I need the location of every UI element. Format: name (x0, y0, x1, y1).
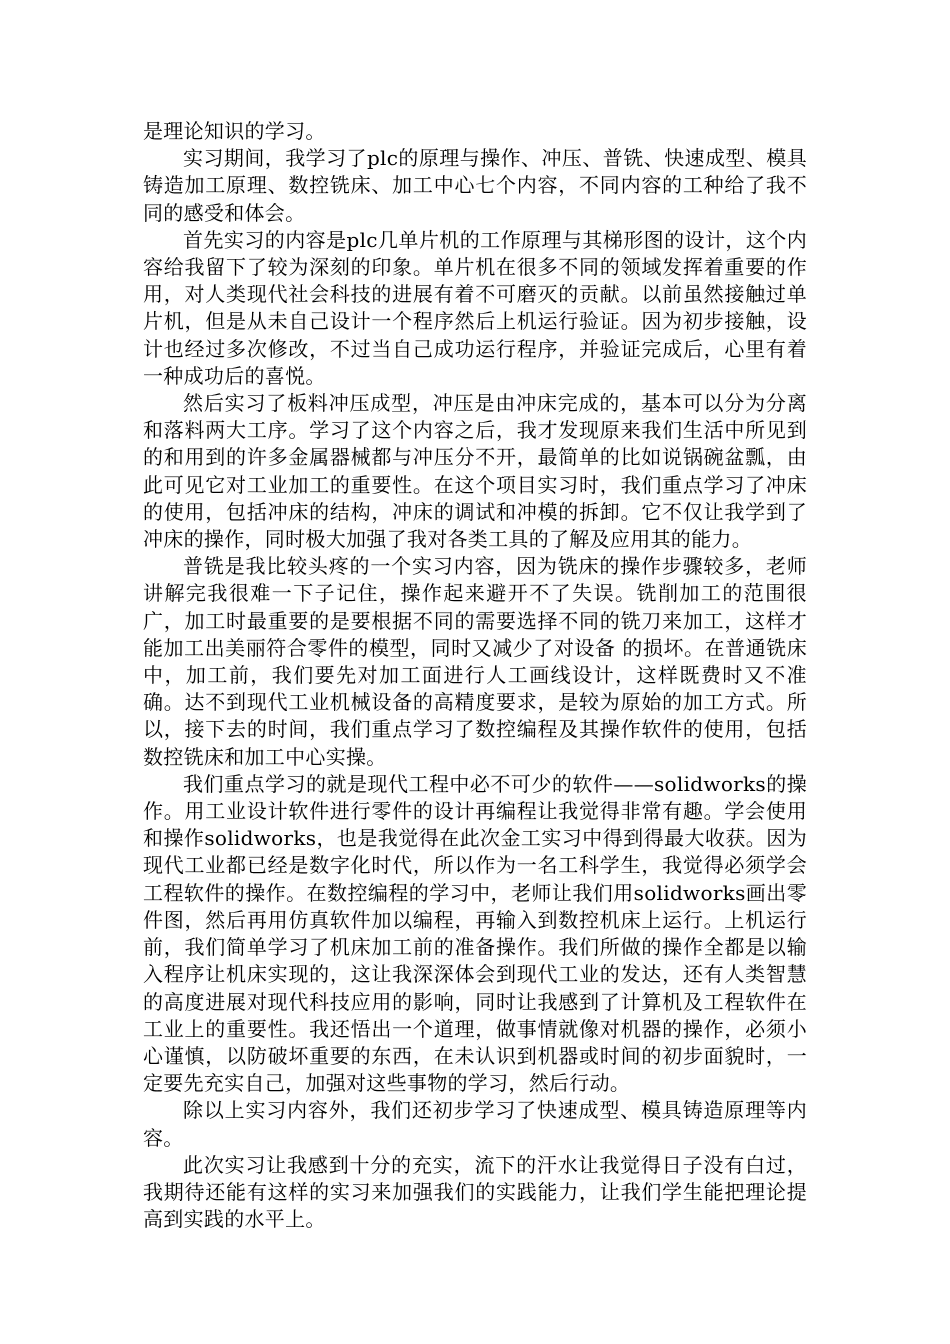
paragraph-stamping: 然后实习了板料冲压成型，冲压是由冲床完成的，基本可以分为分离和落料两大工序。学习了这个内容之后，我才发现原来我们生活中所见到的和用到的许多金属器械都与冲压分不开，最简单的比如说锅碗盆瓢，由此可见它对工业加工的重要性。在这个项目实习时，我们重点学习了冲床的使用，包括冲床的结构，冲床的调试和冲模的拆卸。它不仅让我学到了冲床的操作，同时极大加强了我对各类工具的了解及应用其的能力。 (143, 391, 807, 552)
paragraph-other-content: 除以上实习内容外，我们还初步学习了快速成型、模具铸造原理等内容。 (143, 1098, 807, 1150)
paragraph-continuation: 是理论知识的学习。 (143, 119, 326, 143)
paragraph-conclusion: 此次实习让我感到十分的充实，流下的汗水让我觉得日子没有白过，我期待还能有这样的实习来加强我们的实践能力，让我们学生能把理论提高到实践的水平上。 (143, 1152, 807, 1232)
document-body (143, 118, 807, 1233)
paragraph-solidworks: 我们重点学习的就是现代工程中必不可少的软件——solidworks的操作。用工业设计软件进行零件的设计再编程让我觉得非常有趣。学会使用和操作solidworks，也是我觉得在此次金工实习中得到得最大收获。因为现代工业都已经是数字化时代，所以作为一名工科学生，我觉得必须学会工程软件的操作。在数控编程的学习中，老师让我们用solidworks画出零件图，然后再用仿真软件加以编程，再输入到数控机床上运行。上机运行前，我们简单学习了机床加工前的准备操作。我们所做的操作全都是以输入程序让机床实现的，这让我深深体会到现代工业的发达，还有人类智慧的高度进展对现代科技应用的影响，同时让我感到了计算机及工程软件在工业上的重要性。我还悟出一个道理，做事情就像对机器的操作，必须小心谨慎，以防破坏重要的东西，在未认识到机器或时间的初步面貌时，一定要先充实自己，加强对这些事物的学习，然后行动。 (143, 771, 807, 1096)
paragraph-milling: 普铣是我比较头疼的一个实习内容，因为铣床的操作步骤较多，老师讲解完我很难一下子记住，操作起来避开不了失误。铣削加工的范围很广，加工时最重要的是要根据不同的需要选择不同的铣刀来加工，这样才能加工出美丽符合零件的模型，同时又减少了对设备 的损坏。在普通铣床中，加工前，我们要先对加工面进行人工画线设计，这样既费时又不准确。达不到现代工业机械设备的高精度要求，是较为原始的加工方式。所以，接下去的时间，我们重点学习了数控编程及其操作软件的使用，包括数控铣床和加工中心实操。 (143, 554, 807, 769)
paragraph-internship-overview: 实习期间，我学习了plc的原理与操作、冲压、普铣、快速成型、模具铸造加工原理、数控铣床、加工中心七个内容，不同内容的工种给了我不同的感受和体会。 (143, 146, 807, 225)
paragraph-plc: 首先实习的内容是plc几单片机的工作原理与其梯形图的设计，这个内容给我留下了较为深刻的印象。单片机在很多不同的领域发挥着重要的作用，对人类现代社会科技的进展有着不可磨灭的贡献。以前虽然接触过单片机，但是从未自己设计一个程序然后上机运行验证。因为初步接触，设计也经过多次修改，不过当自己成功运行程序，并验证完成后，心里有着一种成功后的喜悦。 (143, 227, 807, 388)
